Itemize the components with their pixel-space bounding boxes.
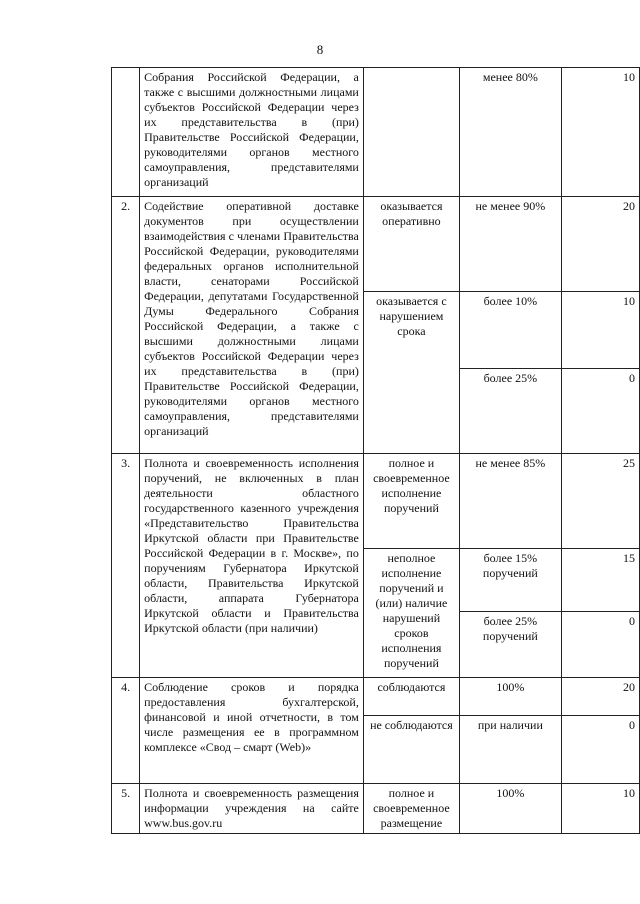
threshold-value: более 10%: [459, 292, 561, 369]
threshold-value: 100%: [459, 678, 561, 716]
points-value: 0: [561, 612, 639, 678]
points-value: 20: [561, 678, 639, 716]
threshold-value: при наличии: [459, 716, 561, 784]
points-value: 0: [561, 716, 639, 784]
row-number: 5.: [112, 784, 140, 834]
points-value: 25: [561, 454, 639, 549]
row-number: 3.: [112, 454, 140, 678]
condition-text: неполное исполнение поручений и (или) наличие нарушений сроков исполнения поручений: [363, 549, 459, 678]
points-value: 15: [561, 549, 639, 612]
row-number: [112, 68, 140, 197]
condition-text: [363, 68, 459, 197]
points-value: 20: [561, 197, 639, 292]
criterion-text: Полнота и своевременность размещения информации учреждения на сайте www.bus.gov.ru: [140, 784, 364, 834]
threshold-value: более 25% поручений: [459, 612, 561, 678]
criterion-text: Содействие оперативной доставке документов при осуществлении взаимодействия с членами Правительства Российской Федерации, руководителями федеральных органов исполнительной власти, сенаторами Российской Федерации, депутатами Государственной Думы Федерального Собрания Российской Федерации, а также с высшими должностными лицами субъектов Российской Федерации через их представительства в (при) Правительстве Российской Федерации, руководителями органов местного самоуправления, представителями организаций: [140, 197, 364, 454]
points-value: 10: [561, 68, 639, 197]
criterion-text: Полнота и своевременность исполнения поручений, не включенных в план деятельности областного государственного казенного учреждения «Представительство Правительства Иркутской области при Правительстве Российской Федерации в г. Москве», по поручениям Губернатора Иркутской области, Правительства Иркутской области, аппарата Губернатора Иркутской области и Правительства Иркутской области (при наличии): [140, 454, 364, 678]
row-number: 2.: [112, 197, 140, 454]
points-value: 0: [561, 369, 639, 454]
table-row: [112, 784, 640, 834]
table-row: [112, 454, 640, 549]
condition-text: полное и своевременное размещение: [363, 784, 459, 834]
table-row: [112, 678, 640, 716]
table-row: [112, 197, 640, 292]
threshold-value: более 15% поручений: [459, 549, 561, 612]
row-number: 4.: [112, 678, 140, 784]
condition-text: соблюдаются: [363, 678, 459, 716]
threshold-value: менее 80%: [459, 68, 561, 197]
threshold-value: более 25%: [459, 369, 561, 454]
condition-text: полное и своевременное исполнение поручений: [363, 454, 459, 549]
threshold-value: 100%: [459, 784, 561, 834]
condition-text: оказывается оперативно: [363, 197, 459, 292]
condition-text: не соблюдаются: [363, 716, 459, 784]
threshold-value: не менее 85%: [459, 454, 561, 549]
threshold-value: не менее 90%: [459, 197, 561, 292]
criterion-text: Собрания Российской Федерации, а также с высшими должностными лицами субъектов Российской Федерации через их представительства в (при) Правительстве Российской Федерации, руководителями органов местного самоуправления, представителями организаций: [140, 68, 364, 197]
condition-text: оказывается с нарушением срока: [363, 292, 459, 454]
table-row: [112, 68, 640, 197]
criteria-table: [111, 67, 640, 834]
criterion-text: Соблюдение сроков и порядка предоставления бухгалтерской, финансовой и иной отчетности, в том числе размещения ее в программном комплексе «Свод – смарт (Web)»: [140, 678, 364, 784]
points-value: 10: [561, 784, 639, 834]
points-value: 10: [561, 292, 639, 369]
page-number: 8: [316, 42, 324, 57]
